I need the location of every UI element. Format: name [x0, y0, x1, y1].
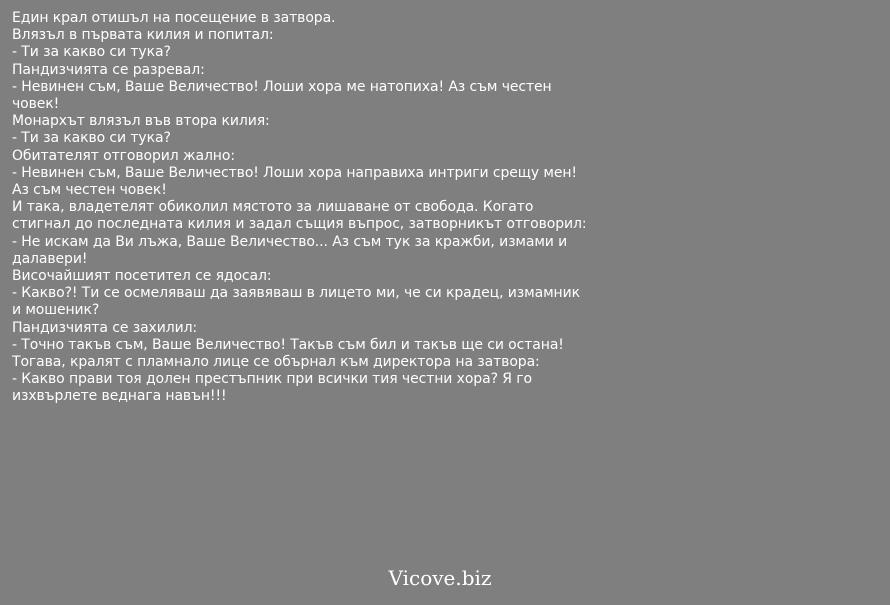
- joke-line: Аз съм честен човек!: [12, 182, 167, 199]
- joke-line: - Невинен съм, Ваше Величество! Лоши хора ме натопиха! Аз съм честен човек!: [12, 78, 552, 113]
- joke-line: - Какво прави тоя долен престъпник при всички тия честни хора? Я го изхвърлете веднага навън!!!: [12, 371, 532, 405]
- joke-text: [12, 10, 587, 406]
- joke-line: Един крал отишъл на посещение в затвора.: [12, 10, 336, 26]
- site-watermark: Vicove.biz: [388, 566, 492, 590]
- joke-line: - Точно такъв съм, Ваше Величество! Такъв съм бил и такъв ще си остана!: [12, 336, 564, 353]
- joke-line: - Невинен съм, Ваше Величество! Лоши хора направиха интриги срещу мен!: [12, 164, 577, 181]
- joke-line: Обитателят отговорил жално:: [12, 147, 235, 164]
- joke-line: Влязъл в първата килия и попитал:: [12, 27, 274, 44]
- joke-line: Пандизчията се разревал:: [12, 61, 205, 78]
- joke-line: - Ти за какво си тука?: [12, 130, 171, 147]
- joke-line: - Ти за какво си тука?: [12, 44, 171, 61]
- joke-line: Монархът влязъл във втора килия:: [12, 113, 270, 130]
- joke-line: Височайшият посетител се ядосал:: [12, 268, 272, 285]
- joke-line: И така, владетелят обиколил мястото за лишаване от свобода. Когато стигнал до последната килия и задал същия въпрос, затворникът отговорил:: [12, 199, 587, 233]
- joke-line: - Какво?! Ти се осмеляваш да заявяваш в лицето ми, че си крадец, измамник и мошеник?: [12, 285, 580, 319]
- joke-line: Тогава, кралят с пламнало лице се обърнал към директора на затвора:: [12, 354, 540, 371]
- joke-line: - Не искам да Ви лъжа, Ваше Величество... Аз съм тук за кражби, измами и далавери!: [12, 233, 568, 267]
- joke-line: Пандизчията се захилил:: [12, 319, 198, 336]
